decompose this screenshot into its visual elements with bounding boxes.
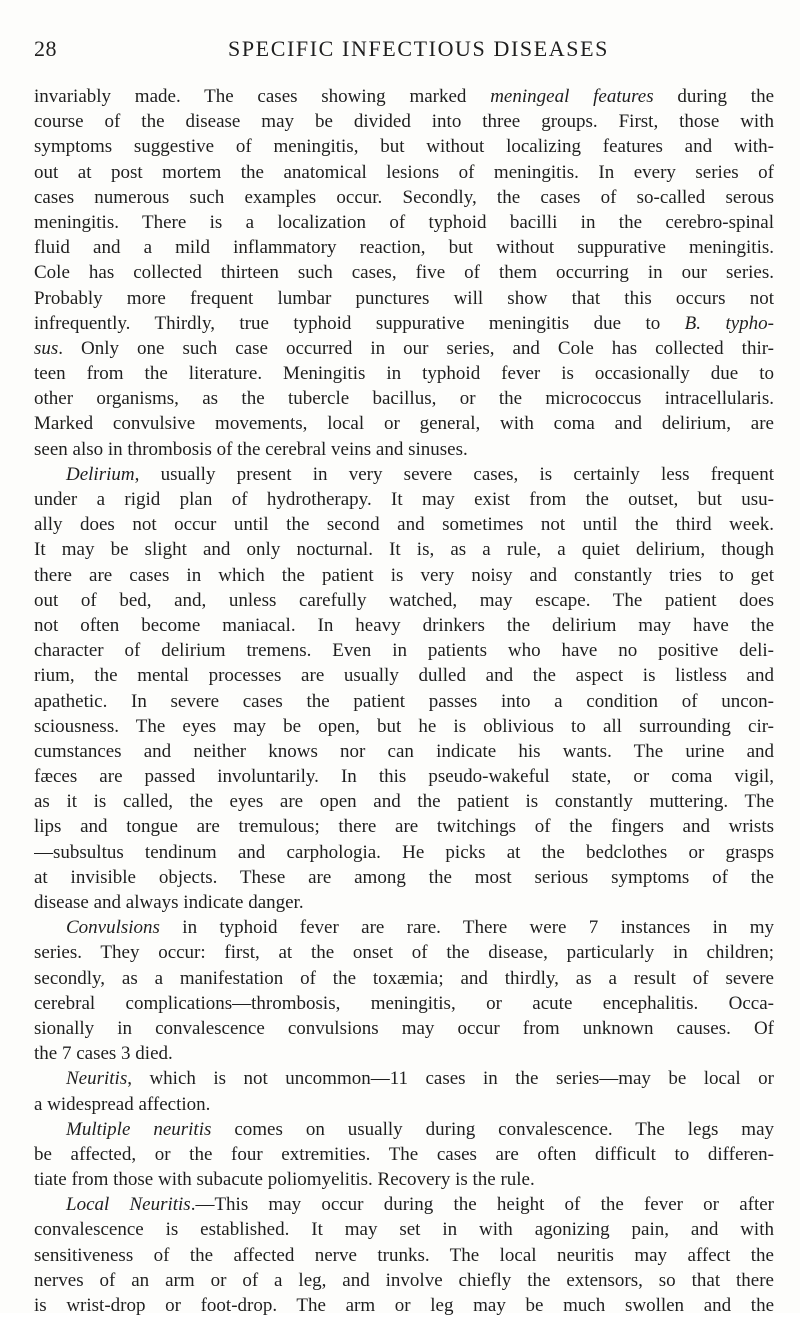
text-line bbox=[34, 512, 774, 537]
text-line bbox=[34, 663, 774, 688]
text-line bbox=[34, 487, 774, 512]
text-segment: lips and tongue are tremulous; there are twitchings of the fingers and wrists bbox=[34, 816, 774, 838]
text-segment: apathetic. In severe cases the patient passes into a condition of uncon- bbox=[34, 690, 774, 712]
text-segment: series. They occur: first, at the onset of the disease, particularly in children; bbox=[34, 942, 774, 964]
text-line bbox=[34, 1243, 774, 1268]
text-segment: Cole has collected thirteen such cases, five of them occurring in our series. bbox=[34, 262, 774, 284]
text-segment: as it is called, the eyes are open and the patient is constantly muttering. The bbox=[34, 791, 774, 813]
text-line bbox=[34, 361, 774, 386]
text-line bbox=[34, 160, 774, 185]
page-number: 28 bbox=[34, 36, 57, 61]
text-line bbox=[34, 462, 774, 487]
text-segment: teen from the literature. Meningitis in typhoid fever is occasionally due to bbox=[34, 363, 774, 385]
text-segment: Marked convulsive movements, local or general, with coma and delirium, are bbox=[34, 413, 774, 435]
text-segment: —subsultus tendinum and carphologia. He picks at the bedclothes or grasps bbox=[34, 841, 774, 863]
text-segment: sensitiveness of the affected nerve trunks. The local neuritis may affect the bbox=[34, 1244, 774, 1266]
text-segment: out of bed, and, unless carefully watched, may escape. The patient does bbox=[34, 589, 774, 611]
text-line bbox=[34, 411, 774, 436]
text-line bbox=[34, 764, 774, 789]
text-line bbox=[34, 1142, 774, 1167]
text-segment: not often become maniacal. In heavy drinkers the delirium may have the bbox=[34, 614, 774, 636]
text-segment: cases numerous such examples occur. Secondly, the cases of so-called serous bbox=[34, 186, 774, 208]
text-segment: cerebral complications—thrombosis, meningitis, or acute encephalitis. Occa- bbox=[34, 992, 774, 1014]
text-line bbox=[34, 1016, 774, 1041]
text-segment: at invisible objects. These are among the most serious symptoms of the bbox=[34, 866, 774, 888]
text-line bbox=[34, 991, 774, 1016]
text-line bbox=[34, 789, 774, 814]
text-line bbox=[34, 1117, 774, 1142]
text-line bbox=[34, 1092, 774, 1117]
text-segment: seen also in thrombosis of the cerebral veins and sinuses. bbox=[34, 438, 468, 460]
text-line bbox=[34, 1268, 774, 1293]
text-line bbox=[34, 537, 774, 562]
text-line bbox=[34, 1217, 774, 1242]
text-line bbox=[34, 84, 774, 109]
text-line bbox=[34, 714, 774, 739]
text-line bbox=[34, 689, 774, 714]
text-segment: out at post mortem the anatomical lesions of meningitis. In every series of bbox=[34, 161, 774, 183]
text-line bbox=[34, 437, 774, 462]
text-segment: be affected, or the four extremities. The cases are often difficult to differen- bbox=[34, 1143, 774, 1165]
text-line bbox=[34, 865, 774, 890]
text-line bbox=[34, 286, 774, 311]
text-line bbox=[34, 840, 774, 865]
text-segment: other organisms, as the tubercle bacillus, or the micrococcus intracellularis. bbox=[34, 388, 774, 410]
text-segment: character of delirium tremens. Even in patients who have no positive deli- bbox=[34, 640, 774, 662]
italic-text: Local Neuritis bbox=[66, 1194, 191, 1216]
text-segment: It may be slight and only nocturnal. It is, as a rule, a quiet delirium, though bbox=[34, 539, 774, 561]
running-head: SPECIFIC INFECTIOUS DISEASES bbox=[228, 36, 609, 61]
text-segment: cumstances and neither knows nor can indicate his wants. The urine and bbox=[34, 740, 774, 762]
text-line bbox=[34, 966, 774, 991]
text-line bbox=[34, 563, 774, 588]
text-segment: in typhoid fever are rare. There were 7 instances in my bbox=[159, 917, 774, 939]
italic-text: Neuritis bbox=[66, 1068, 128, 1090]
text-line bbox=[34, 915, 774, 940]
text-line bbox=[34, 1066, 774, 1091]
italic-text: Convulsions bbox=[66, 917, 160, 939]
text-segment: meningitis. There is a localization of typhoid bacilli in the cerebro-spinal bbox=[34, 211, 774, 233]
text-line bbox=[34, 1167, 774, 1192]
text-segment: , which is not uncommon—11 cases in the series—may be local or bbox=[127, 1068, 774, 1090]
text-line bbox=[34, 1192, 774, 1217]
text-line bbox=[34, 311, 774, 336]
body-text bbox=[34, 84, 774, 1318]
text-segment: comes on usually during convalescence. The legs may bbox=[211, 1118, 774, 1140]
text-line bbox=[34, 1293, 774, 1318]
text-segment: Probably more frequent lumbar punctures will show that this occurs not bbox=[34, 287, 774, 309]
italic-text: meningeal features bbox=[490, 86, 654, 107]
text-segment: is wrist-drop or foot-drop. The arm or leg may be much swollen and the bbox=[34, 1295, 774, 1316]
italic-text: Multiple neuritis bbox=[66, 1118, 212, 1140]
text-segment: sciousness. The eyes may be open, but he is oblivious to all surrounding cir- bbox=[34, 715, 774, 737]
text-segment: fluid and a mild inflammatory reaction, but without suppurative meningitis. bbox=[34, 237, 774, 259]
text-segment: fæces are passed involuntarily. In this pseudo-wakeful state, or coma vigil, bbox=[34, 766, 774, 788]
text-segment: disease and always indicate danger. bbox=[34, 892, 304, 913]
text-line bbox=[34, 890, 774, 915]
text-line bbox=[34, 210, 774, 235]
text-segment: tiate from those with subacute poliomyelitis. Recovery is the rule. bbox=[34, 1169, 535, 1191]
text-segment: . Only one such case occurred in our series, and Cole has collected thir- bbox=[58, 337, 774, 359]
text-segment: during the bbox=[653, 86, 774, 107]
text-segment: under a rigid plan of hydrotherapy. It may exist from the outset, but usu- bbox=[34, 489, 774, 510]
text-segment: convalescence is established. It may set in with agonizing pain, and with bbox=[34, 1219, 774, 1241]
italic-text: sus bbox=[34, 337, 59, 359]
text-line bbox=[34, 940, 774, 965]
text-segment: nerves of an arm or of a leg, and involve chiefly the extensors, so that there bbox=[34, 1269, 774, 1291]
text-line bbox=[34, 336, 774, 361]
text-segment: a widespread affection. bbox=[34, 1093, 211, 1115]
italic-text: Delirium bbox=[66, 463, 135, 485]
text-segment: sionally in convalescence convulsions may occur from unknown causes. Of bbox=[34, 1017, 774, 1039]
text-line bbox=[34, 260, 774, 285]
text-line bbox=[34, 134, 774, 159]
text-line bbox=[34, 588, 774, 613]
text-segment: the 7 cases 3 died. bbox=[34, 1043, 173, 1065]
text-segment: course of the disease may be divided into three groups. First, those with bbox=[34, 111, 774, 133]
text-line bbox=[34, 739, 774, 764]
text-line bbox=[34, 185, 774, 210]
text-line bbox=[34, 235, 774, 260]
text-segment: symptoms suggestive of meningitis, but without localizing features and with- bbox=[34, 136, 774, 158]
text-segment: , usually present in very severe cases, is certainly less frequent bbox=[134, 463, 774, 485]
italic-text: B. typho- bbox=[684, 312, 774, 334]
text-line bbox=[34, 1041, 774, 1066]
text-line bbox=[34, 638, 774, 663]
text-line bbox=[34, 814, 774, 839]
text-segment: there are cases in which the patient is very noisy and constantly tries to get bbox=[34, 564, 774, 586]
text-segment: .—This may occur during the height of the fever or after bbox=[190, 1194, 774, 1216]
text-line bbox=[34, 386, 774, 411]
text-line bbox=[34, 109, 774, 134]
page-header bbox=[0, 36, 800, 68]
text-line bbox=[34, 613, 774, 638]
text-segment: invariably made. The cases showing marked bbox=[34, 86, 491, 107]
text-segment: infrequently. Thirdly, true typhoid suppurative meningitis due to bbox=[34, 312, 685, 334]
text-segment: secondly, as a manifestation of the toxæmia; and thirdly, as a result of severe bbox=[34, 967, 774, 989]
text-segment: rium, the mental processes are usually dulled and the aspect is listless and bbox=[34, 665, 774, 687]
text-segment: ally does not occur until the second and sometimes not until the third week. bbox=[34, 514, 774, 536]
